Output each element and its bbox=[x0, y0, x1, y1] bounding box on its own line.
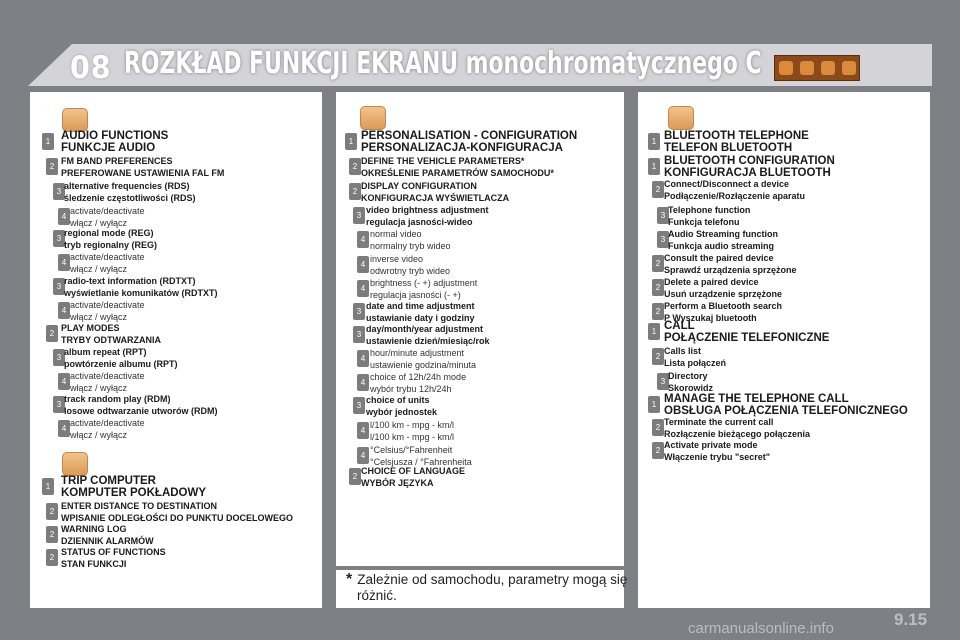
level-badge: 3 bbox=[657, 373, 669, 390]
menu-item-text: regional mode (REG) bbox=[64, 228, 154, 238]
level-badge: 2 bbox=[652, 348, 664, 365]
menu-item-text: POŁĄCZENIE TELEFONICZNE bbox=[664, 332, 830, 344]
radio-icon bbox=[779, 61, 793, 75]
bluetooth-phone-icon bbox=[668, 106, 694, 130]
menu-item-text: DISPLAY CONFIGURATION bbox=[361, 181, 477, 191]
menu-item-text: activate/deactivate bbox=[70, 206, 145, 216]
menu-item-text: STATUS OF FUNCTIONS bbox=[61, 547, 166, 557]
menu-item-text: wybór jednostek bbox=[366, 407, 438, 417]
menu-item-text: AUDIO FUNCTIONS bbox=[61, 130, 169, 142]
menu-item-text: Activate private mode bbox=[664, 440, 758, 450]
level-badge: 4 bbox=[357, 350, 369, 367]
menu-item-text: WARNING LOG bbox=[61, 524, 127, 534]
menu-item-text: CHOICE OF LANGUAGE bbox=[361, 466, 466, 476]
level-badge: 4 bbox=[357, 374, 369, 391]
level-badge: 4 bbox=[58, 420, 70, 437]
menu-item-text: FUNKCJE AUDIO bbox=[61, 142, 156, 154]
level-badge: 2 bbox=[46, 158, 58, 175]
menu-item-text: TELEFON BLUETOOTH bbox=[664, 142, 793, 154]
menu-item-text: Perform a Bluetooth search bbox=[664, 301, 783, 311]
menu-item-text: Delete a paired device bbox=[664, 277, 759, 287]
menu-item-text: WYBÓR JĘZYKA bbox=[361, 478, 434, 488]
menu-item-text: P Wyszukaj bluetooth bbox=[664, 313, 757, 323]
level-badge: 1 bbox=[648, 158, 660, 175]
phone-icon bbox=[842, 61, 856, 75]
menu-item-text: Terminate the current call bbox=[664, 417, 774, 427]
menu-item-text: Usuń urządzenie sprzężone bbox=[664, 289, 783, 299]
menu-item-text: DZIENNIK ALARMÓW bbox=[61, 536, 154, 546]
level-badge: 1 bbox=[42, 133, 54, 150]
menu-item-text: ENTER DISTANCE TO DESTINATION bbox=[61, 501, 218, 511]
menu-item-text: choice of 12h/24h mode bbox=[370, 372, 467, 382]
menu-item-text: PERSONALIZACJA-KONFIGURACJA bbox=[361, 142, 563, 154]
title-icon-strip bbox=[774, 55, 860, 81]
tools-icon bbox=[821, 61, 835, 75]
level-badge: 4 bbox=[357, 447, 369, 464]
level-badge: 3 bbox=[657, 231, 669, 248]
menu-item-text: KONFIGURACJA WYŚWIETLACZA bbox=[361, 193, 510, 203]
menu-item-text: OBSŁUGA POŁĄCZENIA TELEFONICZNEGO bbox=[664, 405, 908, 417]
menu-item-text: Lista połączeń bbox=[664, 358, 727, 368]
menu-item-text: Funkcja audio streaming bbox=[668, 241, 775, 251]
menu-item-text: l/100 km - mpg - km/l bbox=[370, 432, 455, 442]
menu-item-text: Consult the paired device bbox=[664, 253, 774, 263]
menu-item-text: activate/deactivate bbox=[70, 371, 145, 381]
level-badge: 2 bbox=[46, 549, 58, 566]
menu-item-text: ustawienie dzień/miesiąc/rok bbox=[366, 336, 490, 346]
menu-item-text: Audio Streaming function bbox=[668, 229, 778, 239]
menu-item-text: track random play (RDM) bbox=[64, 394, 171, 404]
menu-item-text: losowe odtwarzanie utworów (RDM) bbox=[64, 406, 218, 416]
menu-item-text: BLUETOOTH CONFIGURATION bbox=[664, 155, 835, 167]
level-badge: 2 bbox=[349, 468, 361, 485]
level-badge: 4 bbox=[58, 254, 70, 271]
menu-item-text: regulacja jasności (- +) bbox=[370, 290, 461, 300]
watermark: carmanualsonline.info bbox=[688, 620, 834, 637]
level-badge: 4 bbox=[357, 256, 369, 273]
menu-item-text: album repeat (RPT) bbox=[64, 347, 147, 357]
level-badge: 2 bbox=[652, 181, 664, 198]
level-badge: 2 bbox=[652, 442, 664, 459]
menu-item-text: PERSONALISATION - CONFIGURATION bbox=[361, 130, 578, 142]
menu-item-text: KONFIGURACJA BLUETOOTH bbox=[664, 167, 831, 179]
menu-item-text: odwrotny tryb wideo bbox=[370, 266, 451, 276]
menu-item-text: Telephone function bbox=[668, 205, 751, 215]
menu-item-text: Podłączenie/Rozłączenie aparatu bbox=[664, 191, 806, 201]
level-badge: 4 bbox=[58, 208, 70, 225]
menu-item-text: powtórzenie albumu (RPT) bbox=[64, 359, 178, 369]
level-badge: 2 bbox=[652, 279, 664, 296]
trip-computer-icon bbox=[62, 452, 88, 476]
level-badge: 3 bbox=[53, 396, 65, 413]
level-badge: 3 bbox=[53, 278, 65, 295]
level-badge: 2 bbox=[349, 183, 361, 200]
menu-item-text: włącz / wyłącz bbox=[70, 383, 128, 393]
menu-item-text: regulacja jasności-wideo bbox=[366, 217, 473, 227]
menu-item-text: DEFINE THE VEHICLE PARAMETERS* bbox=[361, 156, 525, 166]
footnote-star: * bbox=[346, 571, 353, 588]
footnote-line-2: różnić. bbox=[357, 588, 397, 603]
level-badge: 2 bbox=[652, 255, 664, 272]
page-title: ROZKŁAD FUNKCJI EKRANU monochromatycznego C bbox=[124, 46, 762, 81]
menu-item-text: activate/deactivate bbox=[70, 252, 145, 262]
menu-item-text: Skorowidz bbox=[668, 383, 714, 393]
trip-icon bbox=[800, 61, 814, 75]
menu-item-text: Rozłączenie bieżącego połączenia bbox=[664, 429, 811, 439]
menu-item-text: brightness (- +) adjustment bbox=[370, 278, 478, 288]
menu-item-text: day/month/year adjustment bbox=[366, 324, 484, 334]
level-badge: 3 bbox=[353, 397, 365, 414]
level-badge: 2 bbox=[46, 526, 58, 543]
menu-item-text: włącz / wyłącz bbox=[70, 312, 128, 322]
level-badge: 2 bbox=[652, 419, 664, 436]
menu-item-text: CALL bbox=[664, 320, 695, 332]
chapter-number: 08 bbox=[70, 50, 112, 86]
menu-item-text: Connect/Disconnect a device bbox=[664, 179, 790, 189]
menu-item-text: ustawianie daty i godziny bbox=[366, 313, 475, 323]
menu-item-text: °Celsjusza / °Fahrenheita bbox=[370, 457, 472, 467]
level-badge: 3 bbox=[53, 349, 65, 366]
personalisation-icon bbox=[360, 106, 386, 130]
menu-item-text: date and time adjustment bbox=[366, 301, 475, 311]
menu-item-text: włącz / wyłącz bbox=[70, 430, 128, 440]
level-badge: 2 bbox=[349, 158, 361, 175]
menu-item-text: alternative frequencies (RDS) bbox=[64, 181, 190, 191]
menu-item-text: WPISANIE ODLEGŁOŚCI DO PUNKTU DOCELOWEGO bbox=[61, 513, 294, 523]
menu-item-text: PREFEROWANE USTAWIENIA FAL FM bbox=[61, 168, 225, 178]
level-badge: 1 bbox=[648, 323, 660, 340]
level-badge: 1 bbox=[42, 478, 54, 495]
menu-item-text: video brightness adjustment bbox=[366, 205, 489, 215]
menu-item-text: MANAGE THE TELEPHONE CALL bbox=[664, 393, 849, 405]
menu-item-text: Directory bbox=[668, 371, 708, 381]
menu-item-text: tryb regionalny (REG) bbox=[64, 240, 158, 250]
menu-item-text: FM BAND PREFERENCES bbox=[61, 156, 173, 166]
menu-item-text: activate/deactivate bbox=[70, 418, 145, 428]
menu-item-text: KOMPUTER POKŁADOWY bbox=[61, 487, 207, 499]
menu-item-text: Funkcja telefonu bbox=[668, 217, 740, 227]
level-badge: 3 bbox=[53, 230, 65, 247]
level-badge: 3 bbox=[353, 326, 365, 343]
level-badge: 3 bbox=[353, 207, 365, 224]
level-badge: 2 bbox=[46, 325, 58, 342]
menu-item-text: activate/deactivate bbox=[70, 300, 145, 310]
level-badge: 4 bbox=[58, 373, 70, 390]
menu-item-text: włącz / wyłącz bbox=[70, 264, 128, 274]
menu-item-text: BLUETOOTH TELEPHONE bbox=[664, 130, 809, 142]
menu-item-text: Calls list bbox=[664, 346, 702, 356]
menu-item-text: STAN FUNKCJI bbox=[61, 559, 127, 569]
level-badge: 2 bbox=[46, 503, 58, 520]
footnote-line-1: Zależnie od samochodu, parametry mogą się bbox=[357, 572, 628, 587]
menu-item-text: Sprawdź urządzenia sprzężone bbox=[664, 265, 797, 275]
level-badge: 3 bbox=[53, 183, 65, 200]
menu-item-text: włącz / wyłącz bbox=[70, 218, 128, 228]
menu-item-text: choice of units bbox=[366, 395, 430, 405]
menu-item-text: normalny tryb wideo bbox=[370, 241, 451, 251]
menu-item-text: ustawienie godzina/minuta bbox=[370, 360, 477, 370]
level-badge: 4 bbox=[357, 231, 369, 248]
menu-item-text: Włączenie trybu "secret" bbox=[664, 452, 771, 462]
menu-item-text: inverse video bbox=[370, 254, 424, 264]
level-badge: 1 bbox=[345, 133, 357, 150]
level-badge: 1 bbox=[648, 396, 660, 413]
level-badge: 2 bbox=[652, 303, 664, 320]
level-badge: 4 bbox=[357, 422, 369, 439]
menu-item-text: radio-text information (RDTXT) bbox=[64, 276, 196, 286]
level-badge: 4 bbox=[357, 280, 369, 297]
level-badge: 3 bbox=[353, 303, 365, 320]
menu-item-text: śledzenie częstotliwości (RDS) bbox=[64, 193, 196, 203]
level-badge: 3 bbox=[657, 207, 669, 224]
level-badge: 1 bbox=[648, 133, 660, 150]
menu-item-text: hour/minute adjustment bbox=[370, 348, 465, 358]
menu-item-text: l/100 km - mpg - km/l bbox=[370, 420, 455, 430]
menu-item-text: PLAY MODES bbox=[61, 323, 120, 333]
menu-item-text: wybór trybu 12h/24h bbox=[370, 384, 452, 394]
menu-item-text: wyświetlanie komunikatów (RDTXT) bbox=[64, 288, 218, 298]
menu-item-text: normal video bbox=[370, 229, 422, 239]
audio-icon bbox=[62, 108, 88, 132]
menu-item-text: TRYBY ODTWARZANIA bbox=[61, 335, 161, 345]
menu-item-text: TRIP COMPUTER bbox=[61, 475, 156, 487]
footnote bbox=[346, 572, 627, 604]
menu-item-text: °Celsius/°Fahrenheit bbox=[370, 445, 453, 455]
menu-item-text: OKREŚLENIE PARAMETRÓW SAMOCHODU* bbox=[361, 168, 554, 178]
page-number: 9.15 bbox=[894, 610, 928, 629]
level-badge: 4 bbox=[58, 302, 70, 319]
